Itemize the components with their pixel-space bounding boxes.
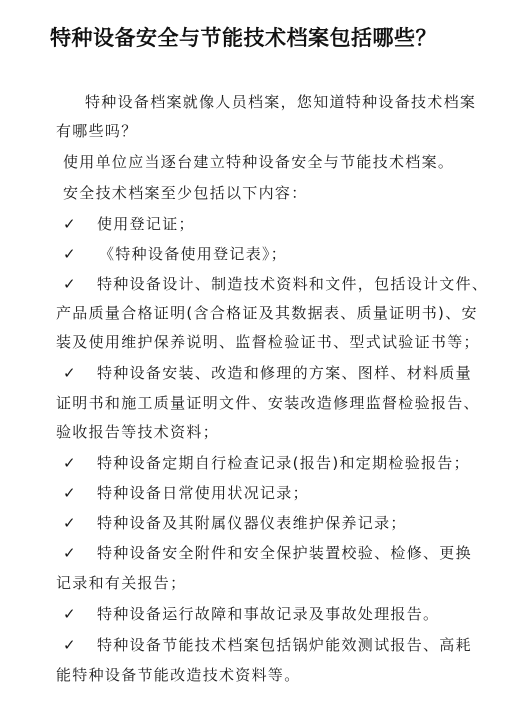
- list-item-line: 特种设备定期自行检查记录(报告)和定期检验报告；: [97, 454, 470, 472]
- list-item-line: 使用登记证；: [97, 215, 195, 233]
- check-icon: ✓: [63, 275, 76, 293]
- intro-line-2: 有哪些吗？: [56, 122, 138, 140]
- paragraph-contents-intro: 安全技术档案至少包括以下内容：: [63, 184, 308, 202]
- list-item-line: 特种设备设计、制造技术资料和文件，包括设计文件、: [97, 275, 489, 293]
- check-icon: ✓: [63, 636, 76, 654]
- check-icon: ✓: [63, 215, 76, 233]
- paragraph-single-file: 使用单位应当逐台建立特种设备安全与节能技术档案。: [63, 153, 455, 171]
- check-icon: ✓: [63, 364, 76, 382]
- list-item-line: 证明书和施工质量证明文件、安装改造修理监督检验报告、: [56, 394, 480, 412]
- intro-line-1: 特种设备档案就像人员档案，您知道特种设备技术档案: [85, 93, 477, 111]
- list-item-line: 记录和有关报告；: [56, 574, 187, 592]
- check-icon: ✓: [63, 245, 76, 263]
- check-icon: ✓: [63, 454, 76, 472]
- page-title: 特种设备安全与节能技术档案包括哪些？: [50, 26, 437, 50]
- check-icon: ✓: [63, 544, 76, 562]
- check-icon: ✓: [63, 605, 76, 623]
- list-item-line: 验收报告等技术资料；: [56, 423, 220, 441]
- list-item-line: 能特种设备节能改造技术资料等。: [56, 666, 301, 684]
- list-item-line: 特种设备节能技术档案包括锅炉能效测试报告、高耗: [97, 636, 472, 654]
- list-item-line: 特种设备安全附件和安全保护装置校验、检修、更换: [97, 544, 472, 562]
- list-item-line: 特种设备安装、改造和修理的方案、图样、材料质量: [97, 364, 472, 382]
- list-item-line: 特种设备运行故障和事故记录及事故处理报告。: [97, 605, 440, 623]
- check-icon: ✓: [63, 514, 76, 532]
- list-item-line: 特种设备及其附属仪器仪表维护保养记录；: [97, 514, 407, 532]
- list-item-line: 产品质量合格证明(含合格证及其数据表、质量证明书)、安: [56, 304, 478, 322]
- check-icon: ✓: [63, 484, 76, 502]
- list-item-line: 装及使用维护保养说明、监督检验证书、型式试验证书等；: [56, 333, 480, 351]
- list-item-line: 特种设备日常使用状况记录；: [97, 484, 309, 502]
- list-item-line: 《特种设备使用登记表》；: [99, 245, 288, 263]
